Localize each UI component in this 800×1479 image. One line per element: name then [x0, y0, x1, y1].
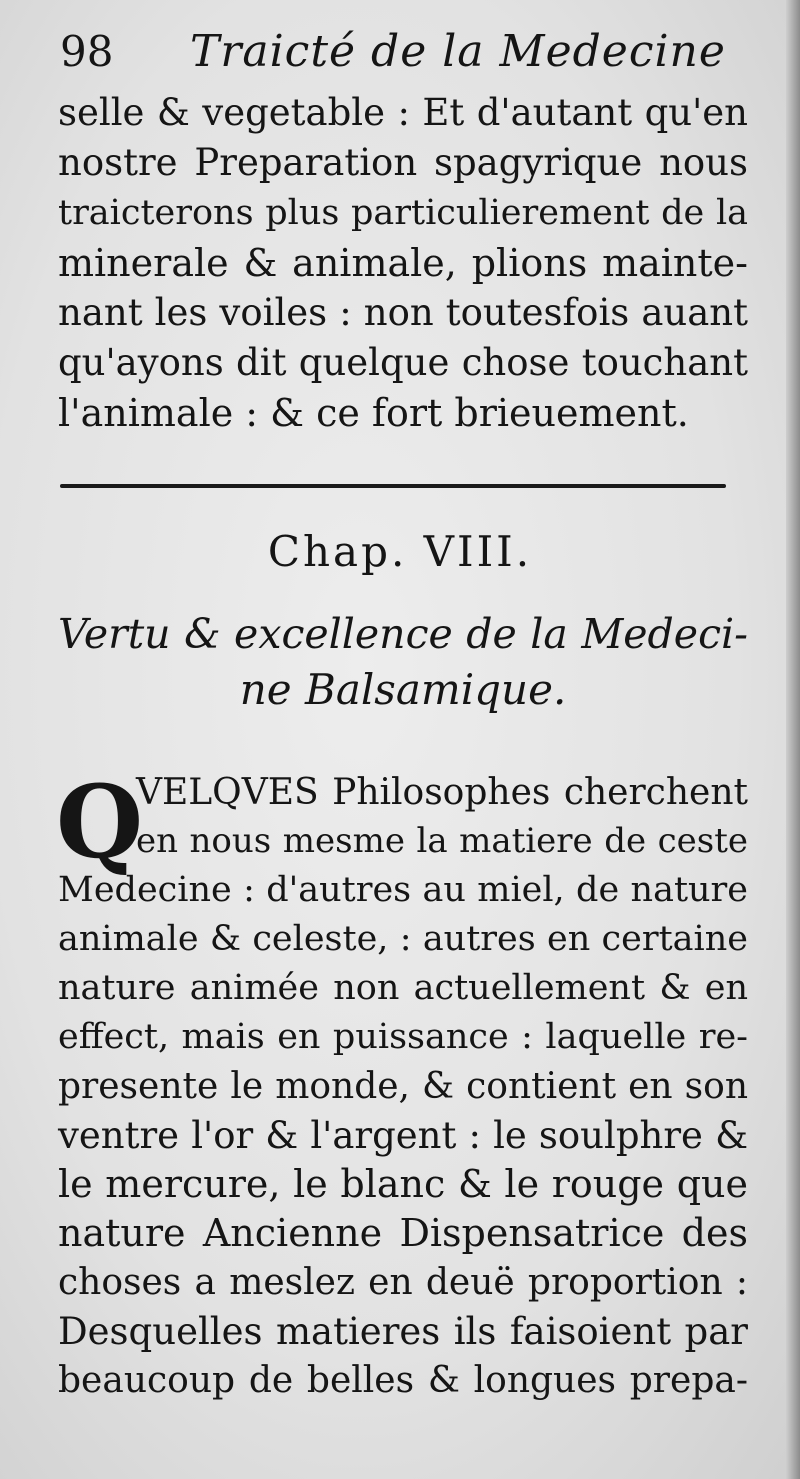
text-line: selle & vegetable : Et d'autant qu'en	[58, 91, 748, 134]
text-line: nature Ancienne Dispensatrice des	[58, 1211, 748, 1255]
chapter-body-text	[56, 763, 748, 1405]
running-title: Traicté de la Medecine	[190, 26, 726, 77]
chapter-title-line: ne Balsamique.	[239, 665, 567, 714]
text-line: beaucoup de belles & longues prepa-	[58, 1360, 748, 1401]
text-line: VELQVES Philosophes cherchent	[136, 772, 748, 813]
drop-cap: Q	[56, 763, 144, 881]
section-divider	[60, 484, 726, 488]
text-line: qu'ayons dit quelque chose touchant	[58, 341, 748, 384]
text-line: Medecine : d'autres au miel, de nature	[58, 870, 748, 910]
text-line: traicterons plus particulierement de la	[58, 193, 748, 233]
text-line: le mercure, le blanc & le rouge que	[58, 1162, 748, 1206]
text-line: animale & celeste, : autres en certaine	[58, 919, 748, 959]
chapter-heading: Chap. VIII.	[267, 527, 533, 576]
page-number: 98	[60, 27, 114, 76]
text-line: Desquelles matieres ils faisoient par	[58, 1310, 748, 1353]
text-line: presente le monde, & contient en son	[58, 1066, 748, 1107]
page-header	[60, 22, 750, 82]
text-line: choses a meslez en deuë proportion :	[58, 1262, 748, 1303]
text-line: nature animée non actuellement & en	[58, 968, 748, 1008]
text-line: nant les voiles : non toutesfois auant	[58, 291, 748, 334]
chapter-title-line: Vertu & excellence de la Medeci-	[58, 610, 748, 658]
text-line: effect, mais en puissance : laquelle re-	[58, 1017, 748, 1057]
text-line: minerale & animale, plions mainte-	[58, 241, 748, 285]
text-line: en nous mesme la matiere de ceste	[136, 821, 748, 861]
text-line: ventre l'or & l'argent : le soulphre &	[58, 1114, 748, 1157]
page-edge-shadow	[786, 0, 800, 1479]
text-line: nostre Preparation spagyrique nous	[58, 141, 748, 184]
text-line: l'animale : & ce fort brieuement.	[58, 391, 689, 435]
text-block-continuation	[58, 88, 748, 438]
